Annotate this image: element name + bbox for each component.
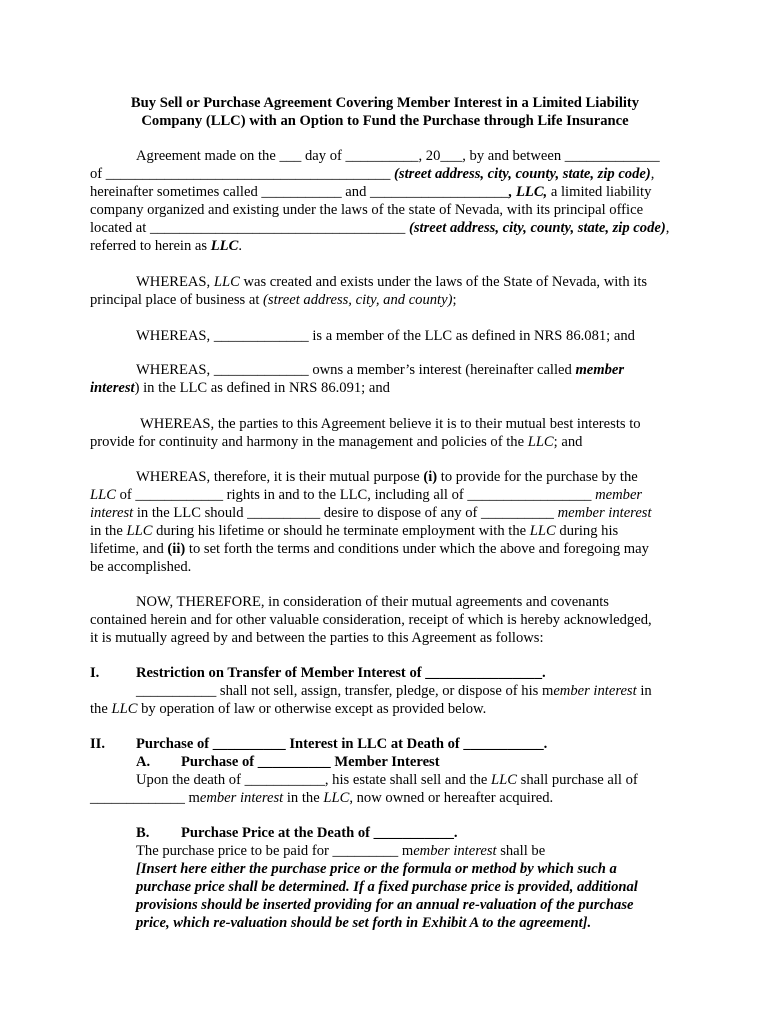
p7-line-3: it is mutually agreed by and between the parties to this Agreement as follows: xyxy=(90,630,544,646)
subsection-b-number: B. xyxy=(136,825,150,841)
p6-line-2: LLC of ____________ rights in and to the LLC, including all of _________________ member xyxy=(90,487,643,503)
section-2-number: II. xyxy=(90,736,106,752)
p1-line-2: of _______________________________________ (street address, city, county, state, zip code), xyxy=(90,166,655,182)
s2-line-1: Upon the death of ___________, his estate shall sell and the LLC shall purchase all of xyxy=(136,772,638,788)
s1-line-2: the LLC by operation of law or otherwise except as provided below. xyxy=(90,701,487,717)
p4-line-1: WHEREAS, _____________ owns a member’s interest (hereinafter called member xyxy=(136,362,625,378)
p7-line-1: NOW, THEREFORE, in consideration of their mutual agreements and covenants xyxy=(136,594,609,610)
instruction-line-1: [Insert here either the purchase price or the formula or method by which such a xyxy=(136,861,617,877)
p1-line-1: Agreement made on the ___ day of __________, 20___, by and between _____________ xyxy=(136,148,660,164)
p6-line-4: in the LLC during his lifetime or should he terminate employment with the LLC during his xyxy=(90,523,619,539)
p2-line-2: principal place of business at (street address, city, and county); xyxy=(90,292,457,308)
p6-line-1: WHEREAS, therefore, it is their mutual purpose (i) to provide for the purchase by the xyxy=(136,469,638,485)
p6-line-3: interest in the LLC should __________ desire to dispose of any of __________ member interest xyxy=(90,505,652,521)
p5-line-1: WHEREAS, the parties to this Agreement believe it is to their mutual best interests to xyxy=(140,416,641,432)
p1-line-4: company organized and existing under the laws of the state of Nevada, with its principal office xyxy=(90,202,644,218)
section-2-heading: Purchase of __________ Interest in LLC at Death of ___________. xyxy=(136,736,548,752)
p1-line-6: referred to herein as LLC. xyxy=(90,238,242,254)
instruction-line-2: purchase price shall be determined. If a fixed purchase price is provided, additional xyxy=(136,879,638,895)
p5-line-2: provide for continuity and harmony in the management and policies of the LLC; and xyxy=(90,434,583,450)
section-1-heading: Restriction on Transfer of Member Interest of ________________. xyxy=(136,665,546,681)
s1-line-1: ___________ shall not sell, assign, transfer, pledge, or dispose of his member interest in xyxy=(136,683,652,699)
p2-line-1: WHEREAS, LLC was created and exists under the laws of the State of Nevada, with its xyxy=(136,274,648,290)
p4-line-2: interest) in the LLC as defined in NRS 86.091; and xyxy=(90,380,390,396)
title-line-2: Company (LLC) with an Option to Fund the Purchase through Life Insurance xyxy=(141,113,629,129)
title-line-1: Buy Sell or Purchase Agreement Covering Member Interest in a Limited Liability xyxy=(130,95,640,111)
p1-line-3: hereinafter sometimes called ___________ and ___________________, LLC, a limited liability xyxy=(90,184,652,200)
s2-line-2: _____________ member interest in the LLC, now owned or hereafter acquired. xyxy=(90,790,554,806)
subsection-a-heading: Purchase of __________ Member Interest xyxy=(181,754,440,770)
p7-line-2: contained herein and for other valuable consideration, receipt of which is hereby acknowledged, xyxy=(90,612,652,628)
p6-line-5: lifetime, and (ii) to set forth the terms and conditions under which the above and foregoing may xyxy=(90,541,649,557)
instruction-line-4: price, which re-valuation should be set forth in Exhibit A to the agreement]. xyxy=(136,915,592,931)
s2-line-3: The purchase price to be paid for _________ member interest shall be xyxy=(136,843,546,859)
subsection-b-heading: Purchase Price at the Death of ___________. xyxy=(181,825,458,841)
p6-line-6: be accomplished. xyxy=(90,559,192,575)
instruction-line-3: provisions should be inserted providing for an annual re-valuation of the purchase xyxy=(136,897,634,913)
section-1-number: I. xyxy=(90,665,100,681)
p1-line-5: located at ___________________________________ (street address, city, county, state, zip code), xyxy=(90,220,670,236)
subsection-a-number: A. xyxy=(136,754,151,770)
p3-line-1: WHEREAS, _____________ is a member of the LLC as defined in NRS 86.081; and xyxy=(136,328,635,344)
